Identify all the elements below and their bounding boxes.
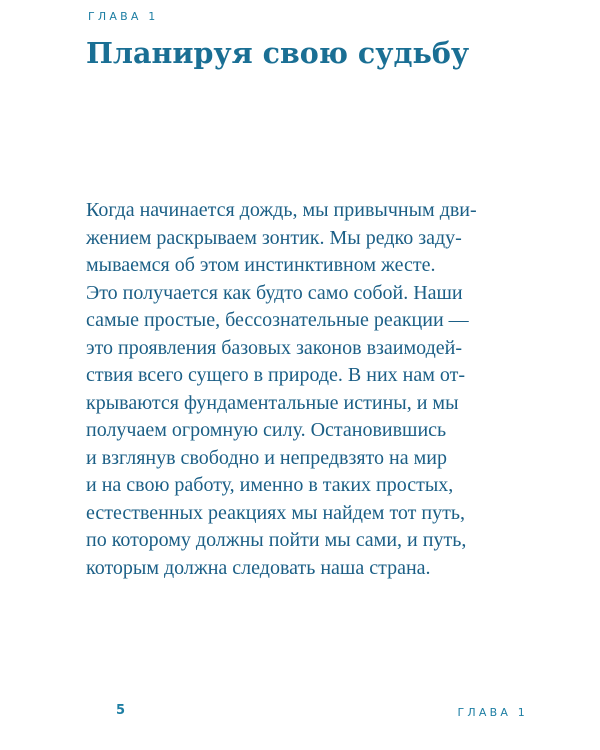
chapter-title: Планируя свою судьбу (86, 36, 470, 70)
body-line: это проявления базовых законов взаимодей- (86, 336, 462, 359)
body-line: и на свою работу, именно в таких простых, (86, 474, 454, 496)
body-line: мываемся об этом инстинктивном жесте. (86, 254, 436, 276)
body-line: по которому должны пойти мы сами, и путь, (86, 529, 467, 551)
running-foot: ГЛАВА 1 (457, 706, 528, 719)
body-line: и взглянув свободно и непредвзято на мир (86, 446, 447, 469)
body-paragraph (86, 197, 546, 582)
body-line: Когда начинается дождь, мы привычным дви- (86, 199, 477, 221)
running-head: ГЛАВА 1 (88, 10, 159, 23)
page-number: 5 (116, 703, 126, 718)
body-line: Это получается как будто само собой. Наши (86, 281, 463, 304)
body-line: ствия всего сущего в природе. В них нам от- (86, 364, 466, 386)
body-line: естественных реакциях мы найдем тот путь, (86, 501, 465, 524)
body-line: которым должна следовать наша страна. (86, 556, 431, 579)
body-line: жением раскрываем зонтик. Мы редко заду- (86, 226, 462, 249)
body-line: крываются фундаментальные истины, и мы (86, 391, 459, 414)
body-line: получаем огромную силу. Остановившись (86, 419, 447, 441)
body-line: самые простые, бессознательные реакции — (86, 309, 469, 331)
